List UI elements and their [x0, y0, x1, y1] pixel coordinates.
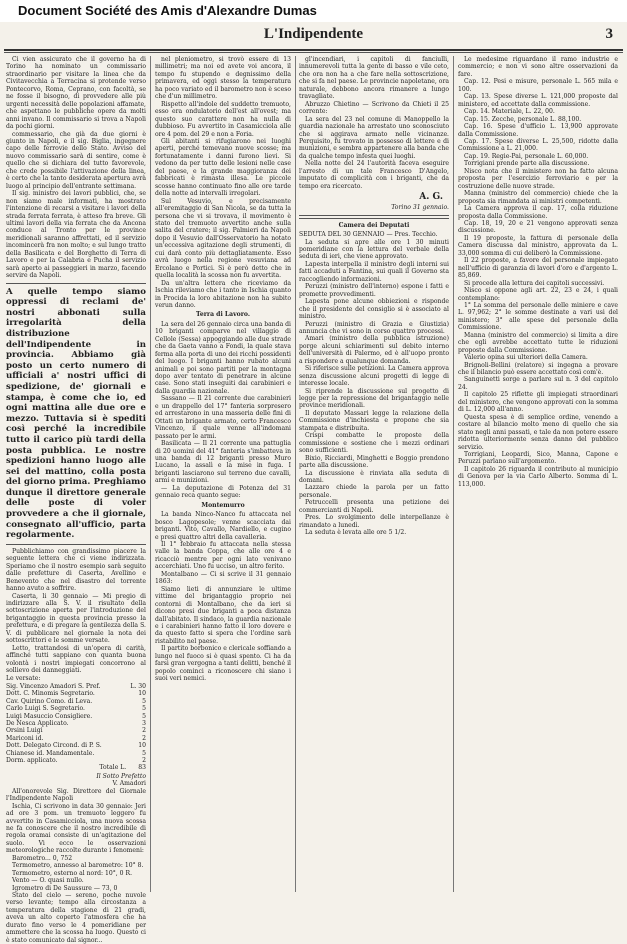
paragraph: La Camera approva il cap. 17, colla riduzione proposta dalla Commissione.: [458, 205, 618, 220]
paragraph: Termometro, annesso al barometro: 10° 8.: [12, 862, 144, 870]
banner-text: Document Société des Amis d'Alexandre Dumas: [18, 3, 317, 18]
paragraph: Il capitolo 25 riflette gli impiegati straordinari del ministero, che vengono approvati con la somma di L. 12,000 all'anno.: [458, 391, 618, 414]
table-row: [6, 727, 146, 734]
paragraph: Montalbano — Ci si scrive il 31 gennaio 1863:: [155, 570, 291, 586]
subscriber-name: Sig. Vincenzo Amadori S. Pref.: [6, 683, 101, 690]
subscription-amount: 10: [138, 742, 146, 750]
table-row: [6, 720, 146, 727]
page-number: 3: [605, 26, 613, 42]
paragraph: Torrigiani, Leopardi, Sico, Manna, Capone e Peruzzi parlano sull'argomento.: [458, 451, 618, 466]
subscription-amount: 2: [142, 757, 146, 765]
paragraph: Nisco si oppone agli art. 22, 23 e 24, i quali contemplano:: [458, 287, 618, 302]
paragraph: Le versate:: [6, 674, 41, 682]
paragraph: Si riprende la discussione sul progetto di legge per la repressione del brigantaggio nelle province meridionali.: [299, 387, 449, 410]
paragraph: La discussione è rinviata alla seduta di domani.: [299, 469, 449, 485]
subscription-amount: 5: [142, 705, 146, 713]
subscriber-name: Chianese id. Mandamentale.: [6, 749, 95, 757]
subscriber-name: Luigi Masuccio Consigliere.: [6, 712, 93, 720]
paragraph: Caserta, li 30 gennaio — Mi pregio di indirizzare alla S. V. il risultato della sottoscrizione aperta per l'introduzione del brigantaggio in questa provincia presso la prefettura, e di pregare la gentilezza della S. V. di pubblicare nel giornale la nota dei sottoscrittori e le somme versate.: [6, 592, 146, 645]
paragraph: Bixio, Ricciardi, Minghetti e Boggio prendono parte alla discussione.: [299, 454, 449, 470]
paragraph: Siamo lieti di annunziare le ultime vittime del brigantaggio proprio nei contorni di Montalbano, che da ieri si dicono presi due briganti a poca distanza dall'abitato. Il sindaco, la guardia nazionale e i carabinieri hanno fatto il loro dovere e da questo fatto si spera che l'ordine sarà ristabilito nel paese.: [155, 585, 291, 645]
paragraph: Lapesta interpella il ministro degli interni sui fatti accaduti a Fantina, sui quali il Governo sta raccogliendo informazioni.: [299, 260, 449, 283]
paragraph: — La deputazione di Potenza del 31 gennaio reca quanto segue:: [155, 484, 291, 500]
subscription-table: [6, 683, 146, 772]
paragraph: La sera del 23 nel comune di Manoppello la guardia nazionale ha arrestato uno sconosciuto che si aggirava armato nelle vicinanze. Perquisito, fu trovato in possesso di lettere e di munizioni, e sembra appartenere alla banda che da qualche tempo infesta quei luoghi.: [299, 115, 449, 160]
paragraph: Cap. 19. Regie-Pai, personale L. 60,000.: [464, 152, 589, 160]
paragraph: SEDUTA DEL 30 GENNAIO — Pres. Tecchio.: [299, 231, 438, 239]
paragraph: gl'incendiari, i capitoli di fanciulli, innumerevoli tutta la gente di basso e vile ceto, che ora non ha a che fare nella sottoscrizione, che si fa nel paese. Le provincie napoletane, ora naturale, debbono ancora rimanere a lungo travagliate.: [299, 56, 449, 101]
paragraph: Sassano — Il 21 corrente due carabinieri e un drappello del 17° fanteria sorpresero ed arrestarono in una masseria delle fini di Ottati un brigante armato, certo Francesco Vincenzo, il quale venne all'indomani passato per le armi.: [155, 395, 291, 440]
paragraph: Petruccelli presenta una petizione dei commercianti di Napoli.: [299, 499, 449, 514]
paragraph: Il 19 proposte, la fattura di personale della Camera discussa dal ministro, approvata da L. 33,000 somma di cui deliberò la Commissione.: [458, 234, 618, 257]
column-4: [458, 56, 618, 892]
paragraph: Amari (ministro della pubblica istruzione) porge alcuni schiarimenti sul debito interno dell'università di Palermo, ed è all'uopo pronto a rispondere a qualunque domanda.: [299, 335, 449, 365]
paragraph: Basilicata — Il 21 corrente una pattuglia di 20 uomini del 41° fanteria s'imbatteva in una banda di 12 briganti presso Muro Lucano, la assalì e la mise in fuga. I briganti lasciarono sul terreno due cavalli, armi e munizioni.: [155, 440, 291, 485]
total-amount: 83: [138, 764, 146, 772]
paragraph: Pubblichiamo con grandissimo piacere la seguente lettera che ci viene indirizzata. Speriamo che il nostro esempio sarà seguito dalle prefetture di Caserta, Avellino e Benevento che nel disastro del torrente hanno avuto a soffrire.: [6, 547, 146, 593]
column-divider: [295, 56, 296, 892]
double-rule: [299, 215, 449, 219]
table-row: [6, 690, 146, 697]
paragraph: Barometro... 0, 752: [12, 854, 73, 862]
paragraph: Nisco nota che il ministero non ha fatto alcuna proposta per l'esercizio ferroviario e per la costruzione delle nuove strade.: [458, 167, 618, 190]
table-row: [6, 742, 146, 749]
subscription-amount: L. 30: [130, 683, 146, 690]
column-divider: [453, 56, 454, 892]
column-1: [6, 56, 146, 944]
paragraph: Gli abitanti si rifugiarono nei luoghi aperti, perché temevano nuove scosse; ma fortunatamente i danni furono lievi. Si vedono da per tutto delle lesioni nelle case del paese, e la grande maggioranza dei fabbricati è rimasta illesa. Le piccole scosse hanno continuato fino alle ore tarde della notte ad intervalli irregolari.: [155, 137, 291, 198]
table-row: [6, 683, 146, 690]
paragraph: 1° La somma del personale delle miniere e cave L. 97,962; 2° le somme destinate a vari usi del ministero; 3° alle spese del personale della Commissione.: [458, 301, 618, 332]
total-label: Totale L.: [99, 764, 127, 772]
paragraph: Pres. Lo svolgimento delle interpellanze è rimandato a lunedì.: [299, 514, 449, 529]
section-heading: Terra di Lavoro.: [195, 311, 251, 319]
paragraph: Cap. 14. Materiale, L. 22, 00.: [464, 108, 555, 116]
paragraph: La seduta si apre alle ore 1 30 minuti pomeridiane con la lettura del verbale della seduta di ieri, che viene approvato.: [299, 238, 449, 261]
paragraph: commessario, che già da due giorni è giunto in Napoli, e il sig. Biglia, ingegnere capo delle ferrovie dello Stato. Avviso del nuovo commissario sarà di sentire, come è quello che si dichiara del tutto favorevole, che crede possibile l'attivazione della linea, è certo che la tanto desiderata apertura avrà luogo al principio dell'entrante settimana.: [6, 130, 146, 190]
paragraph: Sanguinetti sorge a parlare sul n. 3 del capitolo 24.: [458, 376, 618, 391]
table-row: [6, 705, 146, 712]
paragraph: Questa spesa è di semplice ordine, venendo a costare al bilancio molto meno di quello che sia stato negli anni passati, e tale da non potere essere ridotta ulteriormente senza danno del pubblico servizio.: [458, 413, 618, 451]
subscription-amount: 5: [142, 697, 146, 705]
subscription-amount: 2: [142, 734, 146, 742]
paragraph: Valerio opina sui ulteriori della Camera.: [464, 354, 588, 362]
paragraph: nel pleniometro, si trovò essere di 13 millimetri; ma noi ed avete voi ancora, il tempo fu stupendo e degnissimo della primavera, ed oggi stesso la temperatura ha poco variato ed il barometro non è sceso che d'un millimetro.: [155, 56, 291, 101]
signature-block: [6, 773, 146, 788]
subscriber-name: Dorm. applicato.: [6, 757, 58, 765]
section-heading: Camera dei Deputati: [338, 221, 410, 229]
dateline: Torino 31 gennaio.: [391, 204, 449, 212]
subscriber-name: Dott. Delegato Circond. di P. S.: [6, 742, 102, 750]
paragraph: Cap. 18, 19, 20 e 21 vengono approvati senza discussione.: [458, 219, 618, 235]
subscription-amount: 5: [142, 712, 146, 720]
head-rule-thin: [4, 52, 623, 53]
total-row: [6, 764, 146, 771]
table-row: [6, 757, 146, 764]
paragraph: Nella notte del 24 l'autorità faceva eseguire l'arresto di un tale Francesco D'Angelo, imputato di complicità con i briganti, che da tempo era ricercato.: [299, 160, 449, 190]
subscriber-name: Carlo Luigi S. Segretario.: [6, 705, 85, 713]
section-heading: Montemurro: [201, 501, 245, 509]
paragraph: Torrigiani prende parte alla discussione.: [464, 160, 590, 168]
paragraph: La seduta è levata alle ore 5 1/2.: [305, 529, 407, 537]
paragraph: Peruzzi (ministro di Grazia e Giustizia) annuncia che vi sono in corso quattro processi.: [299, 320, 449, 335]
column-2: [155, 56, 291, 892]
table-row: [6, 713, 146, 720]
table-row: [6, 750, 146, 757]
paragraph: Cap. 12. Pesi e misure, personale L. 565 mila e 100.: [458, 78, 618, 93]
paragraph: Ischia, Ci scrivono in data 30 gennaio: Jeri ad ore 3 pom. un tremuoto leggero fu avvertito in Casamicciola, una nuova scossa ne fa conoscere che il nostro incredibile di regola oramai consiste di un'agitazione del suolo. Vi ecco le osservazioni meteorologiche raccolte durante i fenomeni:: [6, 802, 146, 855]
paragraph: La banda Ninco-Nanco fu attaccata nel bosco Lagopesole; venne scacciata dai briganti. Vito, Cavallo, Nardiello, e cugino e presi quattro altri della cavalleria.: [155, 511, 291, 541]
paragraph: Da un'altra lettera che riceviamo da Ischia rileviamo che i tanto in Ischia quanto in Procida la loro abitazione non ha subito verun danno.: [155, 279, 291, 309]
paragraph: Il partito borbonico e clericale soffiando a lungo nel fuoco si è quasi spento. Ci ha da farsi gran vergogna a tanti delitti, benché il popolo cominci a riconoscere chi siano i suoi veri nemici.: [155, 645, 291, 683]
paragraph: Manna (ministro del commercio) chiede che la proposta sia rimandata ai ministri competenti.: [458, 190, 618, 205]
paragraph: Cap. 17. Spese diverse L. 25,500, ridotte dalla Commissione a L. 21,000.: [458, 137, 618, 153]
paragraph: Si riferisce sulle petizioni. La Camera approva senza discussione alcuni progetti di legge di interesse locale.: [299, 365, 449, 388]
paragraph: Cap. 15. Zecche, personale L. 88,100.: [464, 115, 582, 123]
paragraph: Lazzaro chiede la parola per un fatto personale.: [299, 484, 449, 499]
paragraph: Manna (ministro del commercio) si limita a dire che egli avrebbe accettato tutte le riduzioni proposte dalla Commissione.: [458, 331, 618, 354]
paragraph: Le medesime riguardano il ramo industrie e commercio; e non vi sono altre osservazioni da fare.: [458, 56, 618, 78]
subscriber-name: De Nesca Applicato.: [6, 720, 69, 728]
paragraph: La sera del 26 gennaio circa una banda di 10 briganti comparve nel villaggio di Cellole (Sessa) appoggiando alle due strade che da Gaeta vanno a Fondi, la quale stava ferma alla porta di uno dei ricchi possidenti del luogo. I briganti hanno rubato alcuni animali e poi sono partiti per la montagna dopo aver tentato di penetrare in alcune case. Sono stati inseguiti dai carabinieri e dalla guardia nazionale.: [155, 320, 291, 395]
signature-initials: A. G.: [419, 192, 443, 203]
subscriber-name: Mariconi id.: [6, 734, 44, 742]
head-rule: [4, 49, 623, 51]
table-row: [6, 698, 146, 705]
paragraph: Rispetto all'indole del suddetto tremuoto, esso era ondulatorio dell'est all'ovest; ma questo suo carattere non ha nulla di dubbioso. Fu avvertito in Casamicciola alle ore 4 pom. del 29 e non a Foria.: [155, 100, 291, 138]
column-3: [299, 56, 449, 892]
divider-rule: [6, 544, 146, 545]
paragraph: Il 22 proposte, a favore del personale impiegato nell'ufficio di garanzia di lavori d'oro e d'argento L. 85,869.: [458, 257, 618, 280]
paragraph: Letto, trattandosi di un'opera di carità, affinché tutti sappiano con quanta buona volontà i nostri impiegati concorrono al sollievo dei danneggiati.: [6, 644, 146, 675]
signature-line: Il Sotto Prefetto: [96, 772, 146, 780]
subscriber-name: Dott. C. Minomis Segretario.: [6, 690, 95, 698]
paragraph: Vento — O. quasi nullo.: [12, 877, 84, 885]
paragraph: Il sig. ministro dei lavori pubblici, che, se non siamo male informati, ha mostrato l'intenzione di recarsi a visitare i lavori della strada ferrata ferrata, è atteso fra breve. Gli ultimi lavori della via ferrata che da Ancona conduce al Tronto per le province meridionali saranno affrettati, ed il servizio incomincerà fra non molto; e sul lungo tratto della Basilicata e del Borghetto di Terra di Lavoro e per la Calabria e Pucha il servizio sarà aperto ai passeggieri in marzo, facendo servire da Napoli.: [6, 190, 146, 280]
paragraph: Cap. 16. Spese d'ufficio L. 13,900 approvate dalla Commissione.: [458, 123, 618, 138]
subscriber-name: Orsini Luigi: [6, 727, 43, 735]
paragraph: Il deputato Massari legge la relazione della Commissione d'inchiesta e propone che sia stampata e distribuita.: [299, 409, 449, 432]
table-row: [6, 735, 146, 742]
paragraph: Crispi combatte le proposte della commissione e sostiene che i mezzi ordinari sono sufficienti.: [299, 432, 449, 455]
subscriber-name: Cav. Quirino Como. di Leva.: [6, 697, 93, 705]
paragraph: Peruzzi (ministro dell'interno) espone i fatti e promette provvedimenti.: [299, 283, 449, 298]
signature-line: V. Amadori: [112, 780, 146, 788]
paragraph: Ci vien assicurato che il governo ha di Torino ha nominato un commissario straordinario per visitare la linea che da Civitavecchia a Terracina si protende verso Pontecorvo, Roma, Ceprano, con facoltà, se ne fosse il bisogno, di provvedere alle più urgenti necessità delle popolazioni affamate, che aspettano le pubbliche opere da molti anni invano. Il commissario si trova a Napoli da pochi giorni.: [6, 56, 146, 131]
paragraph: Il capitolo 26 riguarda il contributo al municipio di Genova per la via Carlo Alberto. Somma di L. 113,000.: [458, 465, 618, 488]
paragraph: Abruzzo Chietino — Scrivono da Chieti il 25 corrente:: [299, 100, 449, 116]
column-divider: [150, 56, 151, 892]
paragraph: Sul Vesuvio, e precisamente all'eremitaggio di San Nicola, se da tutta la persona che vi si trovava, il movimento è stato del tremuoto avvertito anche sulla salita del cratere; il sig. Palmieri da Napoli dopo il Vesuvio dall'Osservatorio ha notato un'eccessiva agitazione degli strumenti, di cui darà conto più dettagliatamente. Esso avrà luogo nella regione vesuviana ad Ercolano e Portici. Si è però detto che in quella località la scossa non fu avvertita.: [155, 197, 291, 280]
divider-rule: [6, 283, 146, 284]
paragraph: Brignoli-Bellini (relatore) si ingegna a provare che il bilancio può essere accettato così com'è.: [458, 361, 618, 377]
subscription-amount: 2: [142, 727, 146, 735]
paragraph: Si procede alla lettura dei capitoli successivi.: [464, 279, 605, 287]
paragraph: Il 1° febbraio fu attaccata nella stessa valle la banda Coppa, che alle ore 4 e ricacciò mentre per ogni lato venivano accerchiati. Uno fu ucciso, un altro ferito.: [155, 541, 291, 571]
subscription-amount: 10: [138, 690, 146, 698]
paragraph: Stato del cielo — sereno, poche nuvole verso levante; tempo alla circostanza a temperatura della stagione di 21 gradi, aveva un alto coperto l'atmosfera che ha durato fino verso le 4 pomeridiane per ammettere che la scossa ha luogo. Questo ci è stato comunicato dal signor...: [6, 892, 146, 944]
notice-paragraph: A quelle tempo siamo oppressi di reclami de' nostri abbonati sulla irregolarità della distribuzione dell'Indipendente in provincia. Abbiamo già posto un certo numero di ufficiali a' nostri uffici di spedizione, de' giornali e stampa, è come che io, ed ogni mattina alle due ore e mezzo. Tuttavia si è spediti così perché la incredibile tutto il carico più tardi della posta pubblica. Le nostre spedizioni hanno luogo alle sei del mattino, colla posta del giorno prima. Preghiamo dunque il direttore generale delle poste di voler provvedere a che il giornale, consegnato all'ufficio, parta regolarmente.: [6, 286, 146, 541]
paragraph: Lapesta pone alcune obbiezioni e risponde che il presidente del consiglio si è associato al ministro.: [299, 298, 449, 321]
paragraph: Termometro, esterno al nord: 10°, 0 R.: [12, 869, 133, 877]
paragraph: All'onorevole Sig. Direttore del Giornale l'Indipendente Napoli: [6, 787, 146, 803]
paragraph: Cap. 13. Spese diverse L. 121,000 proposte dal ministero, ed accettate dalla commissione.: [458, 93, 618, 108]
subscription-amount: 3: [142, 720, 146, 728]
document-banner: [0, 0, 627, 22]
subscription-amount: 5: [142, 749, 146, 757]
masthead-title: L'Indipendente: [263, 26, 364, 42]
running-head: [0, 26, 627, 44]
paragraph: Igrometro di De Saussure — 73, 0: [12, 884, 118, 892]
